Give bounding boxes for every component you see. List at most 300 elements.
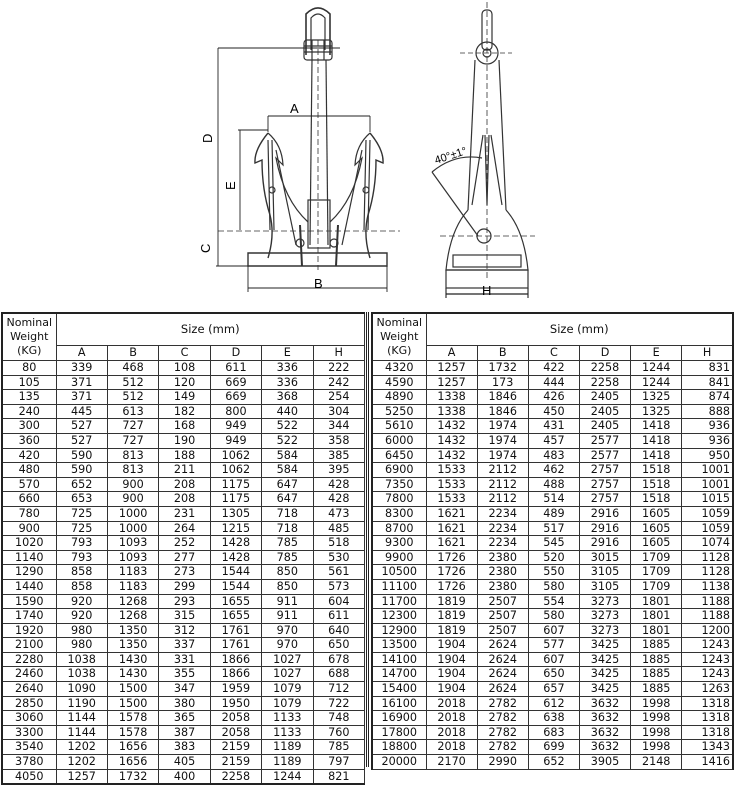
cell-size-a: 1202: [56, 755, 107, 770]
cell-size-b: 2990: [477, 755, 528, 770]
cell-size-c: 347: [159, 682, 210, 697]
cell-size-b: 1974: [477, 448, 528, 463]
cell-size-b: 1268: [107, 609, 158, 624]
cell-size-b: 1430: [107, 667, 158, 682]
cell-size-h: 722: [313, 696, 364, 711]
cell-nominal-weight: 3780: [2, 755, 56, 770]
cell-size-d: 2159: [210, 755, 261, 770]
cell-size-h: 785: [313, 740, 364, 755]
cell-size-c: 488: [528, 477, 579, 492]
cell-size-a: 445: [56, 404, 107, 419]
cell-size-e: 1418: [631, 419, 682, 434]
cell-size-e: 1189: [262, 740, 313, 755]
table-row: [372, 361, 733, 376]
table-row: [2, 419, 365, 434]
table-row: [2, 623, 365, 638]
cell-size-c: 277: [159, 550, 210, 565]
cell-size-c: 638: [528, 711, 579, 726]
table-row: [372, 521, 733, 536]
cell-size-e: 1325: [631, 404, 682, 419]
cell-size-e: 336: [262, 375, 313, 390]
cell-size-e: 1709: [631, 565, 682, 580]
cell-size-d: 3425: [579, 652, 630, 667]
cell-size-c: 650: [528, 667, 579, 682]
cell-size-d: 1428: [210, 536, 261, 551]
cell-size-e: 1998: [631, 711, 682, 726]
cell-size-a: 980: [56, 638, 107, 653]
cell-size-b: 1268: [107, 594, 158, 609]
cell-size-c: 312: [159, 623, 210, 638]
table-row: [372, 652, 733, 667]
table-row: [372, 638, 733, 653]
cell-size-b: 1578: [107, 711, 158, 726]
cell-size-a: 1621: [426, 536, 477, 551]
cell-size-h: 874: [682, 390, 733, 405]
cell-size-b: 900: [107, 477, 158, 492]
table-row: [372, 740, 733, 755]
table-row: [372, 565, 733, 580]
table-row: [2, 375, 365, 390]
cell-size-e: 522: [262, 419, 313, 434]
cell-size-c: 607: [528, 652, 579, 667]
cell-size-c: 355: [159, 667, 210, 682]
cell-size-c: 331: [159, 652, 210, 667]
cell-size-e: 718: [262, 506, 313, 521]
table-row: [2, 390, 365, 405]
cell-size-b: 2380: [477, 579, 528, 594]
header-col-e: E: [262, 346, 313, 361]
cell-nominal-weight: 2100: [2, 638, 56, 653]
cell-size-c: 683: [528, 725, 579, 740]
cell-size-e: 1244: [631, 375, 682, 390]
cell-size-b: 1350: [107, 638, 158, 653]
cell-size-b: 1732: [477, 361, 528, 376]
cell-size-h: 518: [313, 536, 364, 551]
cell-size-h: 936: [682, 433, 733, 448]
cell-nominal-weight: 4590: [372, 375, 426, 390]
cell-size-a: 1819: [426, 609, 477, 624]
cell-size-h: 242: [313, 375, 364, 390]
cell-size-c: 520: [528, 550, 579, 565]
cell-nominal-weight: 2460: [2, 667, 56, 682]
table-body-right: [372, 361, 733, 770]
header-nominal-weight: [372, 313, 426, 361]
header-nominal-weight: [2, 313, 56, 361]
cell-size-h: 1200: [682, 623, 733, 638]
cell-size-c: 652: [528, 755, 579, 770]
cell-size-c: 315: [159, 609, 210, 624]
cell-nominal-weight: 17800: [372, 725, 426, 740]
cell-size-h: 1263: [682, 682, 733, 697]
table-row: [2, 638, 365, 653]
cell-size-e: 1998: [631, 725, 682, 740]
table-row: [372, 579, 733, 594]
cell-size-c: 699: [528, 740, 579, 755]
dim-label-h: H: [482, 283, 492, 298]
cell-size-b: 613: [107, 404, 158, 419]
cell-size-e: 2148: [631, 755, 682, 770]
cell-nominal-weight: 11100: [372, 579, 426, 594]
cell-size-a: 980: [56, 623, 107, 638]
cell-size-d: 949: [210, 419, 261, 434]
cell-size-h: 1318: [682, 696, 733, 711]
cell-size-h: 1343: [682, 740, 733, 755]
cell-nominal-weight: 3540: [2, 740, 56, 755]
cell-size-e: 522: [262, 433, 313, 448]
cell-size-e: 1801: [631, 594, 682, 609]
cell-size-c: 400: [159, 769, 210, 784]
table-row: [372, 667, 733, 682]
cell-size-c: 444: [528, 375, 579, 390]
cell-nominal-weight: 6000: [372, 433, 426, 448]
cell-size-c: 462: [528, 463, 579, 478]
cell-size-h: 712: [313, 682, 364, 697]
cell-nominal-weight: 420: [2, 448, 56, 463]
cell-size-h: 428: [313, 492, 364, 507]
cell-size-d: 3632: [579, 740, 630, 755]
dim-label-a: A: [290, 101, 299, 116]
header-col-a: A: [56, 346, 107, 361]
cell-size-e: 785: [262, 536, 313, 551]
cell-size-c: 149: [159, 390, 210, 405]
cell-size-e: 1709: [631, 550, 682, 565]
cell-size-c: 190: [159, 433, 210, 448]
cell-size-b: 2782: [477, 740, 528, 755]
table-row: [2, 696, 365, 711]
cell-size-c: 422: [528, 361, 579, 376]
cell-nominal-weight: 8300: [372, 506, 426, 521]
cell-size-d: 3105: [579, 565, 630, 580]
header-nominal-line3: (KG): [17, 344, 42, 357]
dimensions-table-left: [1, 312, 365, 785]
cell-nominal-weight: 1440: [2, 579, 56, 594]
cell-size-h: 1128: [682, 565, 733, 580]
cell-size-e: 336: [262, 361, 313, 376]
table-row: [372, 711, 733, 726]
table-row: [372, 609, 733, 624]
cell-size-c: 450: [528, 404, 579, 419]
cell-size-c: 577: [528, 638, 579, 653]
cell-size-a: 653: [56, 492, 107, 507]
cell-size-h: 1416: [682, 755, 733, 770]
cell-nominal-weight: 14100: [372, 652, 426, 667]
cell-size-b: 2507: [477, 609, 528, 624]
table-row: [2, 361, 365, 376]
cell-size-h: 950: [682, 448, 733, 463]
cell-size-d: 3273: [579, 594, 630, 609]
angle-label: 40°±1°: [433, 145, 469, 167]
cell-size-d: 2258: [579, 361, 630, 376]
cell-size-e: 1801: [631, 623, 682, 638]
cell-size-e: 1801: [631, 609, 682, 624]
cell-nominal-weight: 4890: [372, 390, 426, 405]
cell-size-a: 858: [56, 565, 107, 580]
cell-nominal-weight: 12900: [372, 623, 426, 638]
header-col-a: A: [426, 346, 477, 361]
cell-size-h: 1318: [682, 711, 733, 726]
cell-size-b: 1732: [107, 769, 158, 784]
cell-size-a: 590: [56, 448, 107, 463]
cell-size-d: 1655: [210, 594, 261, 609]
cell-size-c: 188: [159, 448, 210, 463]
cell-size-b: 173: [477, 375, 528, 390]
header-nominal-line1: Nominal: [6, 316, 52, 329]
cell-size-e: 647: [262, 492, 313, 507]
cell-size-c: 252: [159, 536, 210, 551]
table-row: [372, 594, 733, 609]
cell-size-h: 640: [313, 623, 364, 638]
cell-size-e: 1418: [631, 433, 682, 448]
table-row: [2, 711, 365, 726]
cell-size-c: 483: [528, 448, 579, 463]
cell-size-d: 1761: [210, 623, 261, 638]
cell-size-e: 1709: [631, 579, 682, 594]
cell-size-b: 2112: [477, 477, 528, 492]
cell-size-b: 1500: [107, 696, 158, 711]
cell-size-d: 3425: [579, 667, 630, 682]
cell-size-h: 748: [313, 711, 364, 726]
cell-size-a: 1904: [426, 638, 477, 653]
cell-size-h: 604: [313, 594, 364, 609]
cell-size-b: 2624: [477, 667, 528, 682]
cell-size-a: 1904: [426, 652, 477, 667]
cell-size-d: 800: [210, 404, 261, 419]
cell-size-d: 3425: [579, 682, 630, 697]
header-nominal-line3: (KG): [387, 344, 412, 357]
cell-size-c: 231: [159, 506, 210, 521]
cell-size-a: 1338: [426, 390, 477, 405]
cell-size-c: 120: [159, 375, 210, 390]
cell-size-d: 2916: [579, 521, 630, 536]
cell-size-e: 1079: [262, 682, 313, 697]
cell-size-b: 1430: [107, 652, 158, 667]
table-row: [372, 419, 733, 434]
cell-size-a: 920: [56, 594, 107, 609]
anchor-front-view: [218, 8, 400, 270]
cell-size-a: 2018: [426, 740, 477, 755]
cell-size-d: 3273: [579, 609, 630, 624]
cell-size-h: 473: [313, 506, 364, 521]
table-row: [2, 579, 365, 594]
cell-size-d: 2916: [579, 536, 630, 551]
cell-size-b: 2380: [477, 565, 528, 580]
cell-nominal-weight: 16900: [372, 711, 426, 726]
cell-size-b: 2234: [477, 506, 528, 521]
cell-size-b: 2624: [477, 652, 528, 667]
cell-size-a: 2170: [426, 755, 477, 770]
cell-size-c: 168: [159, 419, 210, 434]
cell-size-c: 550: [528, 565, 579, 580]
cell-size-e: 1885: [631, 652, 682, 667]
cell-size-h: 1138: [682, 579, 733, 594]
cell-size-d: 1215: [210, 521, 261, 536]
cell-size-e: 1244: [262, 769, 313, 784]
cell-size-e: 1244: [631, 361, 682, 376]
cell-size-h: 1001: [682, 463, 733, 478]
table-row: [2, 492, 365, 507]
cell-size-d: 1062: [210, 448, 261, 463]
cell-size-h: 650: [313, 638, 364, 653]
cell-size-h: 936: [682, 419, 733, 434]
cell-size-d: 1761: [210, 638, 261, 653]
header-col-b: B: [477, 346, 528, 361]
cell-nominal-weight: 1740: [2, 609, 56, 624]
cell-nominal-weight: 7350: [372, 477, 426, 492]
cell-size-d: 611: [210, 361, 261, 376]
cell-size-d: 3632: [579, 725, 630, 740]
cell-size-b: 1656: [107, 755, 158, 770]
header-col-e: E: [631, 346, 682, 361]
table-row: [2, 652, 365, 667]
cell-size-h: 1188: [682, 594, 733, 609]
cell-nominal-weight: 3300: [2, 725, 56, 740]
cell-size-c: 264: [159, 521, 210, 536]
cell-size-d: 3105: [579, 579, 630, 594]
cell-nominal-weight: 7800: [372, 492, 426, 507]
cell-size-e: 1079: [262, 696, 313, 711]
cell-size-b: 813: [107, 448, 158, 463]
cell-nominal-weight: 480: [2, 463, 56, 478]
cell-size-b: 813: [107, 463, 158, 478]
cell-nominal-weight: 570: [2, 477, 56, 492]
cell-size-d: 2405: [579, 404, 630, 419]
cell-size-c: 293: [159, 594, 210, 609]
cell-nominal-weight: 11700: [372, 594, 426, 609]
cell-size-b: 2782: [477, 711, 528, 726]
cell-size-b: 1500: [107, 682, 158, 697]
header-col-h: H: [682, 346, 733, 361]
cell-size-d: 2916: [579, 506, 630, 521]
cell-size-a: 652: [56, 477, 107, 492]
cell-size-b: 2624: [477, 682, 528, 697]
cell-size-e: 1133: [262, 711, 313, 726]
table-row: [372, 696, 733, 711]
cell-size-a: 793: [56, 536, 107, 551]
cell-size-b: 1183: [107, 565, 158, 580]
cell-size-h: 385: [313, 448, 364, 463]
cell-size-h: 428: [313, 477, 364, 492]
table-row: [372, 404, 733, 419]
cell-size-h: 358: [313, 433, 364, 448]
cell-size-d: 1062: [210, 463, 261, 478]
table-row: [2, 550, 365, 565]
cell-size-b: 1000: [107, 506, 158, 521]
cell-size-c: 612: [528, 696, 579, 711]
cell-nominal-weight: 2280: [2, 652, 56, 667]
table-row: [372, 390, 733, 405]
cell-nominal-weight: 660: [2, 492, 56, 507]
table-row: [372, 682, 733, 697]
cell-size-h: 530: [313, 550, 364, 565]
cell-nominal-weight: 4050: [2, 769, 56, 784]
cell-size-d: 1959: [210, 682, 261, 697]
cell-size-c: 365: [159, 711, 210, 726]
cell-size-d: 669: [210, 375, 261, 390]
cell-nominal-weight: 1290: [2, 565, 56, 580]
cell-size-c: 517: [528, 521, 579, 536]
cell-size-h: 1059: [682, 521, 733, 536]
cell-size-a: 1904: [426, 682, 477, 697]
table-row: [2, 448, 365, 463]
cell-size-d: 3905: [579, 755, 630, 770]
cell-size-a: 1257: [426, 375, 477, 390]
cell-size-h: 688: [313, 667, 364, 682]
cell-size-d: 1866: [210, 667, 261, 682]
cell-nominal-weight: 16100: [372, 696, 426, 711]
cell-size-b: 1846: [477, 404, 528, 419]
cell-size-b: 727: [107, 419, 158, 434]
cell-size-e: 1885: [631, 667, 682, 682]
cell-size-c: 387: [159, 725, 210, 740]
cell-nominal-weight: 5250: [372, 404, 426, 419]
table-row: [372, 477, 733, 492]
cell-size-e: 1518: [631, 492, 682, 507]
cell-size-d: 949: [210, 433, 261, 448]
cell-size-a: 1144: [56, 725, 107, 740]
table-row: [2, 667, 365, 682]
cell-nominal-weight: 4320: [372, 361, 426, 376]
cell-size-e: 1998: [631, 696, 682, 711]
table-row: [2, 725, 365, 740]
header-col-c: C: [528, 346, 579, 361]
cell-size-c: 607: [528, 623, 579, 638]
cell-size-d: 1175: [210, 477, 261, 492]
cell-size-a: 527: [56, 419, 107, 434]
cell-size-h: 1243: [682, 638, 733, 653]
cell-size-a: 1726: [426, 579, 477, 594]
table-row: [372, 448, 733, 463]
anchor-dimension-drawing: [0, 0, 735, 305]
cell-size-e: 647: [262, 477, 313, 492]
cell-size-a: 725: [56, 506, 107, 521]
cell-size-d: 2405: [579, 419, 630, 434]
cell-size-c: 380: [159, 696, 210, 711]
cell-size-h: 561: [313, 565, 364, 580]
cell-size-h: 254: [313, 390, 364, 405]
cell-size-a: 1819: [426, 623, 477, 638]
cell-size-c: 337: [159, 638, 210, 653]
cell-nominal-weight: 6900: [372, 463, 426, 478]
cell-size-a: 1257: [56, 769, 107, 784]
cell-size-a: 1621: [426, 521, 477, 536]
cell-nominal-weight: 1590: [2, 594, 56, 609]
cell-size-h: 1074: [682, 536, 733, 551]
cell-size-d: 2159: [210, 740, 261, 755]
cell-size-d: 2058: [210, 725, 261, 740]
cell-size-b: 2112: [477, 492, 528, 507]
header-col-d: D: [579, 346, 630, 361]
cell-size-a: 527: [56, 433, 107, 448]
cell-nominal-weight: 14700: [372, 667, 426, 682]
cell-size-h: 304: [313, 404, 364, 419]
cell-size-e: 1605: [631, 506, 682, 521]
dim-label-c: C: [198, 243, 213, 253]
cell-size-h: 888: [682, 404, 733, 419]
dimensions-table-right: [371, 312, 734, 770]
cell-size-h: 1128: [682, 550, 733, 565]
cell-nominal-weight: 10500: [372, 565, 426, 580]
cell-size-c: 211: [159, 463, 210, 478]
cell-nominal-weight: 15400: [372, 682, 426, 697]
cell-size-a: 1533: [426, 477, 477, 492]
cell-size-a: 1533: [426, 463, 477, 478]
cell-size-b: 2782: [477, 696, 528, 711]
cell-size-a: 1202: [56, 740, 107, 755]
table-row: [372, 550, 733, 565]
table-row: [2, 463, 365, 478]
cell-nominal-weight: 2850: [2, 696, 56, 711]
cell-size-d: 2058: [210, 711, 261, 726]
